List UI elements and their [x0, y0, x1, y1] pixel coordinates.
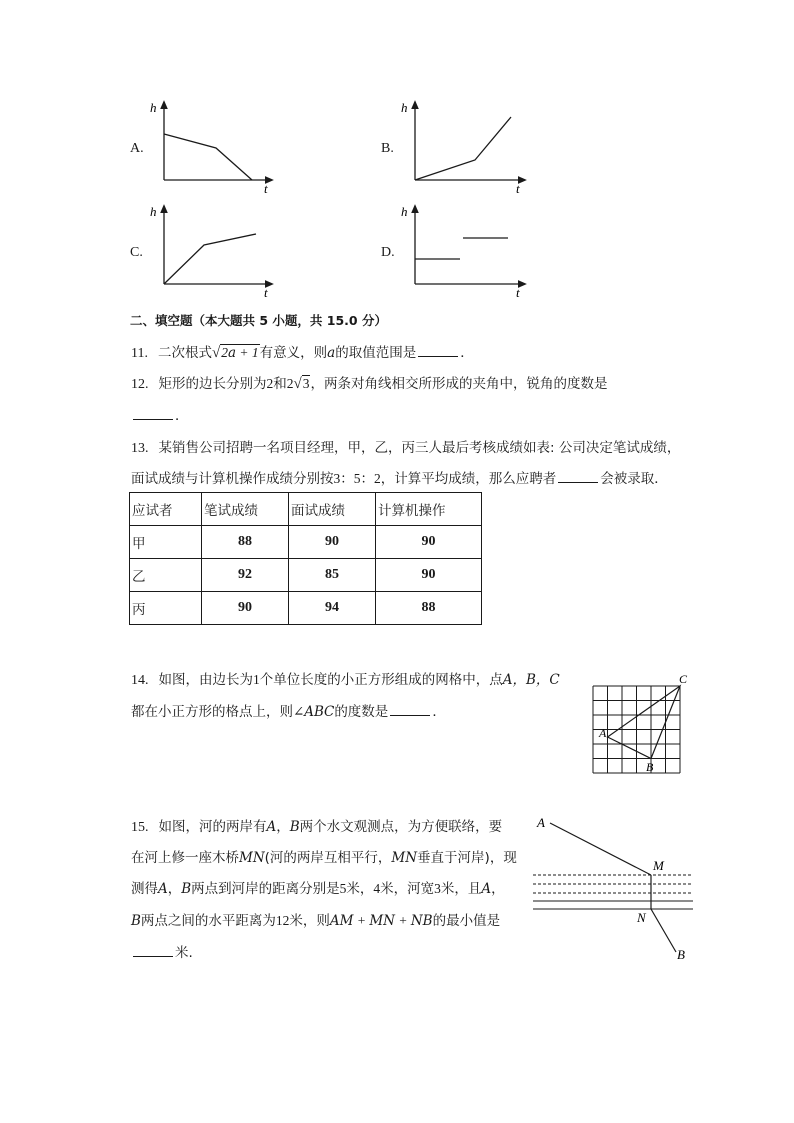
section-title: 二、填空题（本大题共 5 小题，共 15.0 分） [130, 313, 387, 328]
triangle-abc [608, 686, 681, 759]
point-a-label: A [599, 726, 607, 740]
answer-blank[interactable] [133, 944, 173, 957]
question-13-line2: 面试成绩与计算机操作成绩分别按3：5：2，计算平均成绩，那么应聘者 会被录取． [131, 471, 668, 487]
table-header-row [130, 493, 482, 526]
table-cell: 90 [376, 559, 482, 592]
question-15-line4: 𝐵两点之间的水平距离为12米，则𝐴𝑀 + 𝑀𝑁 + 𝑁𝐵的最小值是 [131, 913, 501, 929]
y-axis-label: h [401, 204, 408, 219]
question-number: 14. [131, 673, 149, 688]
question-12: 12. 矩形的边长分别为2和2√3，两条对角线相交所形成的夹角中，锐角的度数是 [131, 376, 608, 392]
question-15: 15. 如图，河的两岸有𝐴，𝐵两个水文观测点，为方便联络，要 [131, 819, 503, 835]
question-14-line2: 都在小正方形的格点上，则∠𝐴𝐵𝐶的度数是 ． [131, 704, 446, 720]
table-row [130, 592, 482, 625]
scores-table [129, 492, 482, 625]
table-cell: 丙 [130, 592, 202, 625]
table-row [130, 526, 482, 559]
table-cell: 88 [202, 526, 289, 559]
table-cell: 乙 [130, 559, 202, 592]
question-15-line3: 测得𝐴，𝐵两点到河岸的距离分别是5米，4米，河宽3米，且𝐴， [131, 881, 505, 897]
grid-figure [585, 670, 695, 780]
table-header: 计算机操作 [376, 493, 482, 526]
segment-am [550, 823, 651, 875]
option-b-label: B. [381, 141, 394, 156]
table-header: 面试成绩 [289, 493, 376, 526]
question-number: 11. [131, 346, 148, 361]
table-cell: 94 [289, 592, 376, 625]
option-a-graph [148, 98, 288, 194]
option-b-graph [399, 98, 539, 194]
option-c-label: C. [130, 245, 143, 260]
point-c-label: C [679, 672, 688, 686]
radicand: 2𝑎 + 1 [221, 345, 259, 360]
table-cell: 90 [289, 526, 376, 559]
x-axis-label: t [264, 181, 268, 194]
question-15-line2: 在河上修一座木桥𝑀𝑁(河的两岸互相平行，𝑀𝑁垂直于河岸)，现 [131, 850, 517, 866]
table-cell: 85 [289, 559, 376, 592]
question-number: 15. [131, 820, 149, 835]
answer-blank[interactable] [558, 470, 598, 483]
radical-sign: √ [211, 345, 221, 361]
option-d-graph [399, 202, 539, 298]
x-axis-label: t [516, 181, 520, 194]
table-header: 应试者 [130, 493, 202, 526]
table-row [130, 559, 482, 592]
y-axis-label: h [401, 100, 408, 115]
graph-line [415, 117, 511, 180]
question-number: 13. [131, 441, 149, 456]
segment-nb [651, 909, 676, 952]
answer-blank[interactable] [418, 344, 458, 357]
question-number: 12. [131, 377, 149, 392]
question-14: 14. 如图，由边长为1个单位长度的小正方形组成的网格中，点𝐴，𝐵，𝐶 [131, 672, 560, 688]
y-axis-label: h [150, 204, 157, 219]
radicand: 3 [302, 376, 310, 391]
table-cell: 92 [202, 559, 289, 592]
river-figure [530, 812, 700, 967]
radical-sign: √ [293, 376, 302, 392]
question-15-line5: 米. [131, 941, 193, 961]
point-n-label: N [637, 910, 646, 925]
table-cell: 甲 [130, 526, 202, 559]
table-cell: 90 [202, 592, 289, 625]
graph-line [164, 134, 252, 180]
table-header: 笔试成绩 [202, 493, 289, 526]
point-m-label: M [653, 858, 664, 873]
point-b-label: B [677, 947, 685, 962]
table-cell: 90 [376, 526, 482, 559]
answer-blank[interactable] [133, 407, 173, 420]
y-axis-label: h [150, 100, 157, 115]
question-12-line2: ． [131, 404, 189, 424]
x-axis-label: t [516, 285, 520, 298]
option-a-label: A. [130, 141, 144, 156]
point-a-label: A [537, 815, 545, 830]
point-b-label: B [646, 760, 654, 774]
option-d-label: D. [381, 245, 395, 260]
graph-line [164, 234, 256, 284]
answer-blank[interactable] [390, 703, 430, 716]
x-axis-label: t [264, 285, 268, 298]
option-c-graph [148, 202, 288, 298]
question-13: 13. 某销售公司招聘一名项目经理，甲，乙，丙三人最后考核成绩如表: 公司决定笔试成绩， [131, 440, 681, 456]
table-cell: 88 [376, 592, 482, 625]
question-11: 11. 二次根式√2𝑎 + 1有意义，则𝑎的取值范围是 ． [131, 345, 474, 361]
